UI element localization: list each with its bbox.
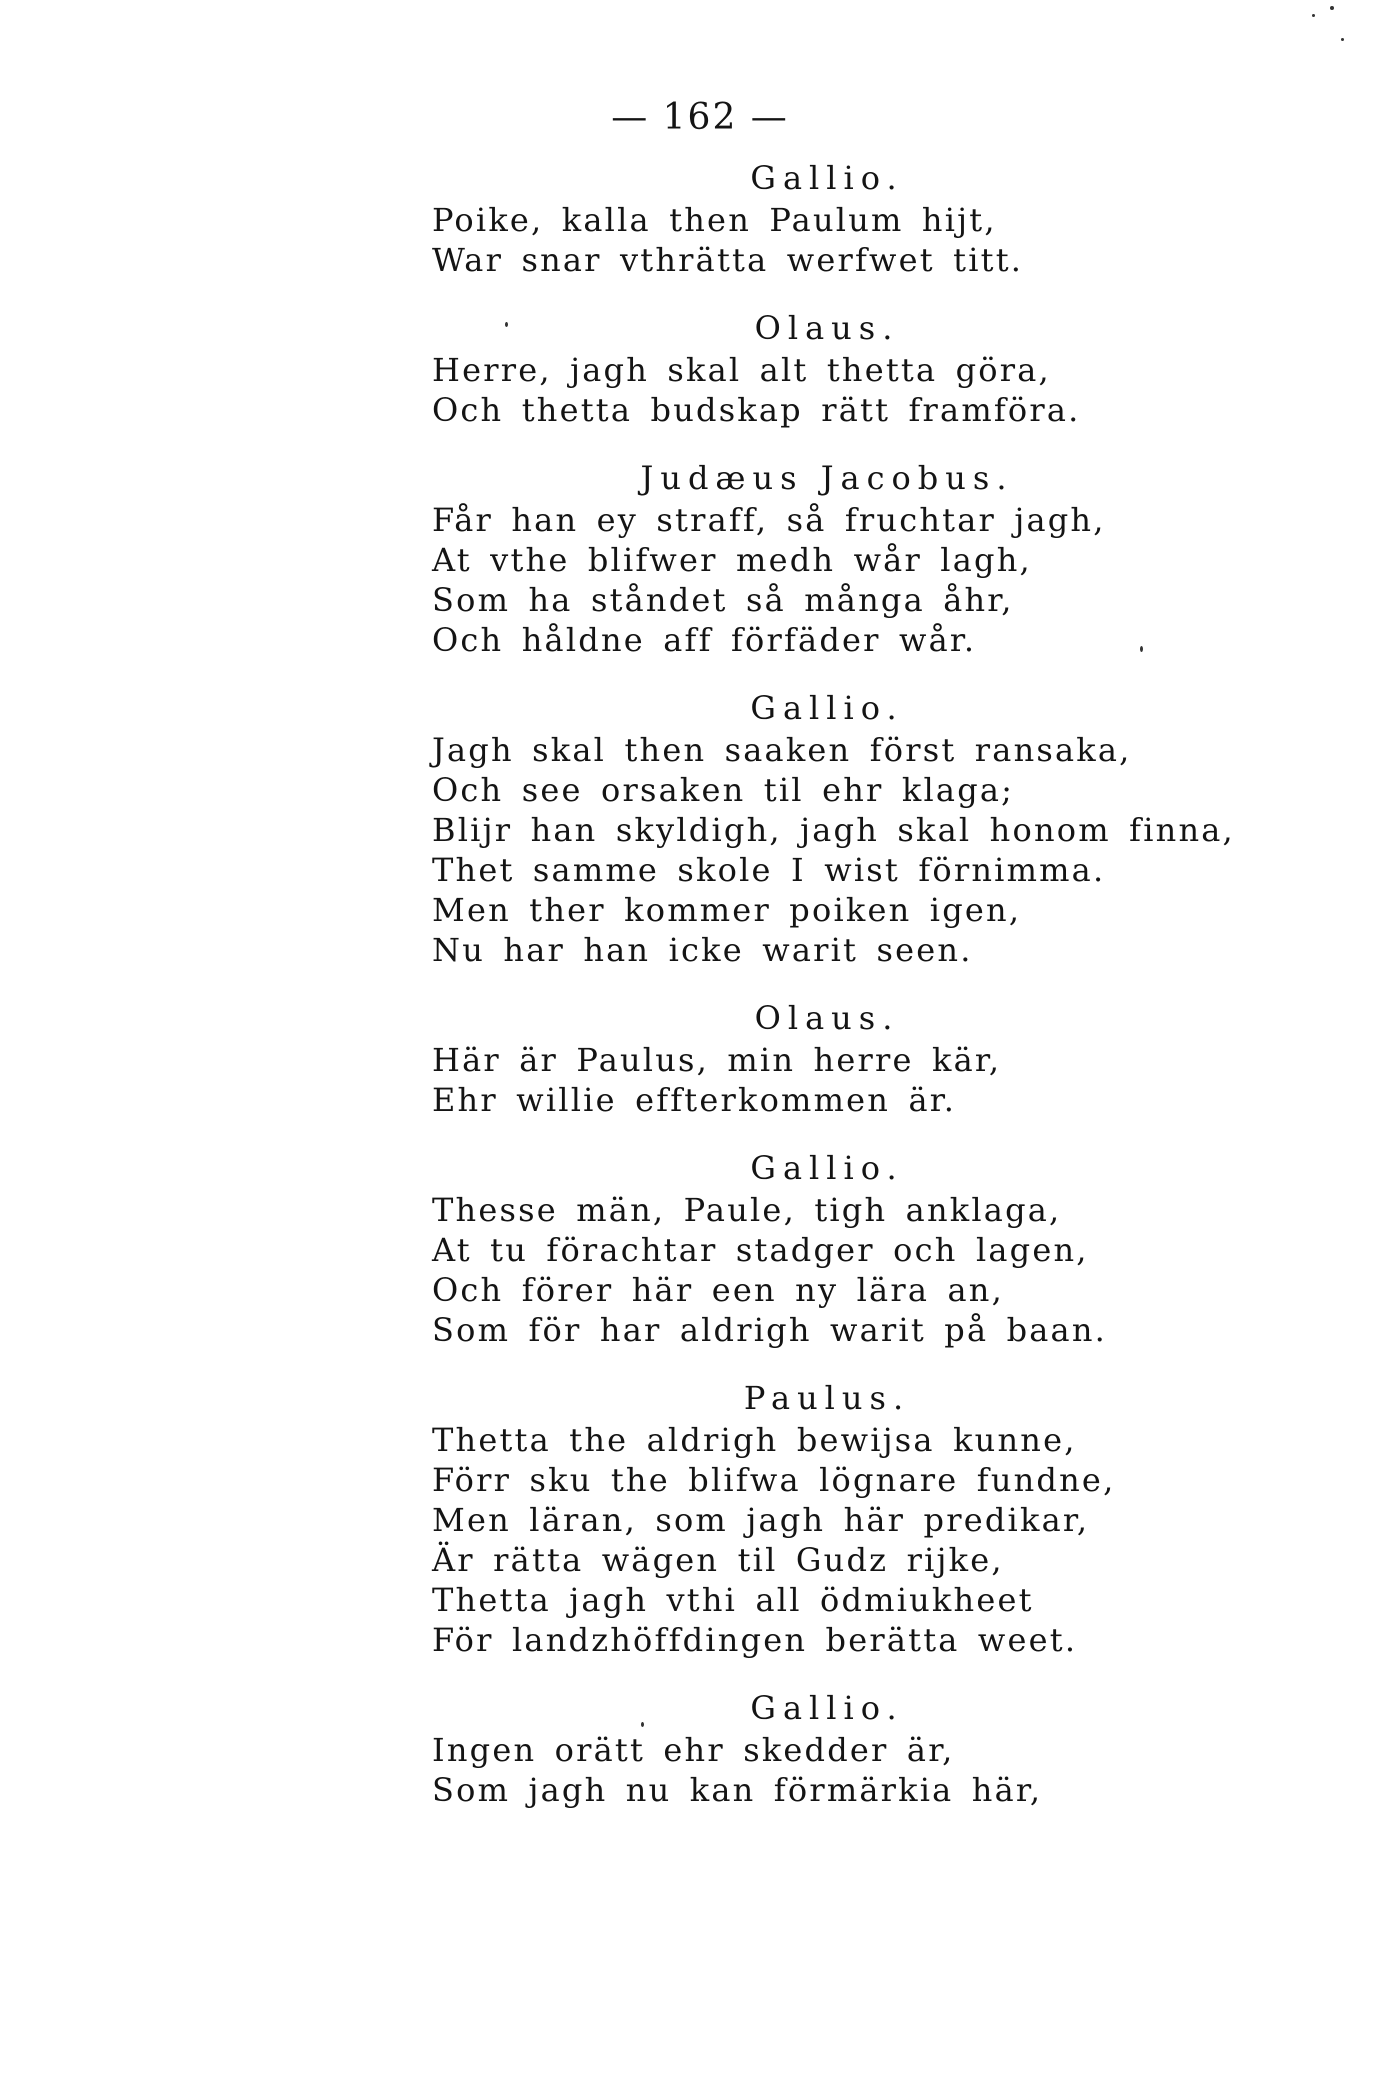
verse-line: War snar vthrätta werfwet titt.: [432, 241, 1024, 279]
scan-speck: [505, 322, 508, 327]
speaker-name: Gallio.: [750, 1149, 904, 1187]
verse-line: Men läran, som jagh här predikar,: [432, 1501, 1090, 1539]
verse-line: Och håldne aff förfäder wår.: [432, 621, 977, 659]
speaker-name: Gallio.: [750, 689, 904, 727]
verse-line: Som för har aldrigh warit på baan.: [432, 1311, 1108, 1349]
scan-speck: [1330, 6, 1334, 10]
verse-line: At vthe blifwer medh wår lagh,: [432, 541, 1032, 579]
speaker-name: Paulus.: [743, 1379, 911, 1417]
verse-line: Och förer här een ny lära an,: [432, 1271, 1004, 1309]
verse-line: Blijr han skyldigh, jagh skal honom finna,: [432, 811, 1235, 849]
verse-line: För landzhöffdingen berätta weet.: [432, 1621, 1078, 1659]
verse-line: Ehr willie effterkommen är.: [432, 1081, 957, 1119]
verse-line: Som ha ståndet så många åhr,: [432, 581, 1014, 619]
verse-line: Thesse män, Paule, tigh anklaga,: [432, 1191, 1062, 1229]
speech-block: [432, 1686, 1132, 1810]
page-number: — 162 —: [611, 97, 789, 138]
verse-line: Thetta jagh vthi all ödmiukheet: [432, 1581, 1034, 1619]
scan-speck: [641, 1722, 644, 1727]
verse-line: Nu har han icke warit seen.: [432, 931, 973, 969]
verse-line: Herre, jagh skal alt thetta göra,: [432, 351, 1051, 389]
verse-line: Och see orsaken til ehr klaga;: [432, 771, 1015, 809]
verse-line: Och thetta budskap rätt framföra.: [432, 391, 1081, 429]
speaker-name: Gallio.: [750, 159, 904, 197]
speech-block: [432, 306, 1132, 430]
speech-block: [432, 996, 1132, 1120]
speech-block: [432, 686, 1235, 970]
scan-speck: [1312, 14, 1315, 17]
verse-line: Här är Paulus, min herre kär,: [432, 1041, 1002, 1079]
verse-line: At tu förachtar stadger och lagen,: [432, 1231, 1089, 1269]
speech-block: [432, 1376, 1132, 1660]
dialogue-text: [432, 156, 1235, 1810]
speaker-name: Judæus Jacobus.: [640, 459, 1014, 497]
verse-line: Jagh skal then saaken först ransaka,: [432, 731, 1132, 769]
verse-line: Som jagh nu kan förmärkia här,: [432, 1771, 1043, 1809]
verse-line: Är rätta wägen til Gudz rijke,: [432, 1541, 1004, 1579]
verse-line: Men ther kommer poiken igen,: [432, 891, 1022, 929]
verse-line: Poike, kalla then Paulum hijt,: [432, 201, 997, 239]
speaker-name: Gallio.: [750, 1689, 904, 1727]
verse-line: Ingen orätt ehr skedder är,: [432, 1731, 955, 1769]
scan-speck: [1341, 38, 1344, 41]
speaker-name: Olaus.: [754, 309, 900, 347]
verse-line: Förr sku the blifwa lögnare fundne,: [432, 1461, 1116, 1499]
scan-speck: [1140, 646, 1143, 652]
speech-block: [432, 1146, 1132, 1350]
verse-line: Får han ey straff, så fruchtar jagh,: [432, 501, 1106, 539]
speech-block: [432, 456, 1132, 660]
speech-block: [432, 156, 1132, 280]
verse-line: Thet samme skole I wist förnimma.: [432, 851, 1106, 889]
speaker-name: Olaus.: [754, 999, 900, 1037]
verse-line: Thetta the aldrigh bewijsa kunne,: [432, 1421, 1077, 1459]
